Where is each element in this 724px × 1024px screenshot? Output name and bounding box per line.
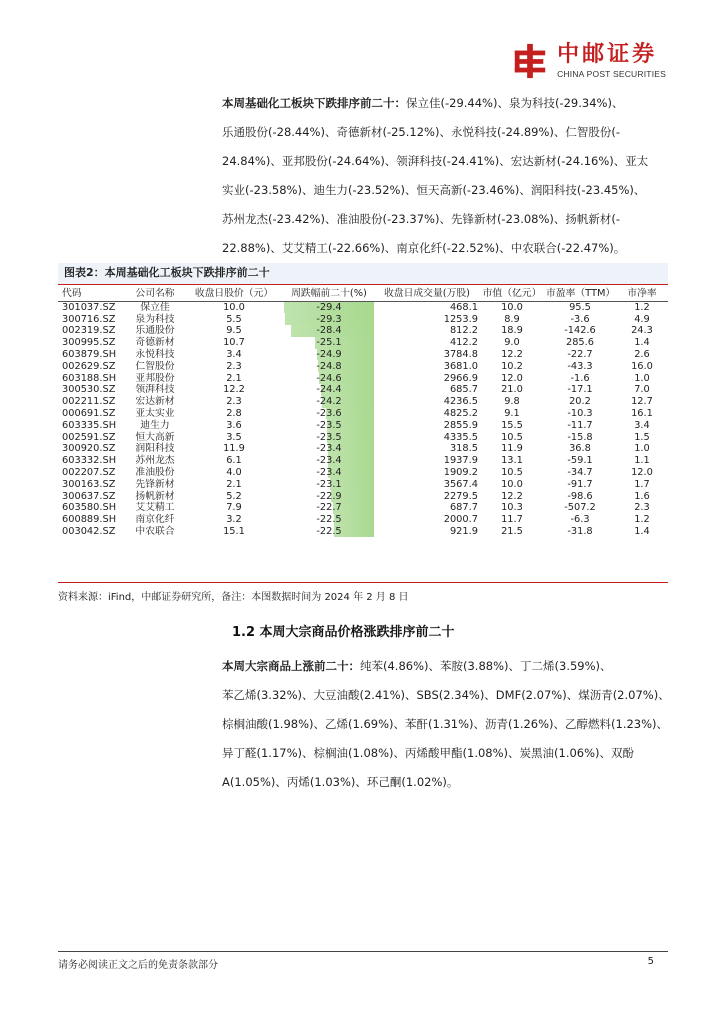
cell-vol: 3784.8 — [443, 349, 478, 361]
cell-vol: 687.7 — [449, 502, 478, 514]
change-value: -29.4 — [316, 302, 342, 314]
cell-price: 12.2 — [223, 384, 245, 396]
cell-chg — [284, 443, 374, 455]
table-row — [58, 384, 668, 396]
cell-vol: 812.2 — [449, 325, 478, 337]
cell-cap: 10.3 — [501, 502, 523, 514]
logo — [511, 42, 666, 80]
cell-name: 润阳科技 — [135, 443, 175, 455]
cell-code: 003042.SZ — [62, 526, 116, 538]
paragraph-text: 纯苯(4.86%)、苯胺(3.88%)、丁二烯(3.59%)、 — [360, 659, 612, 673]
cell-code: 300530.SZ — [62, 384, 116, 396]
cell-vol: 1909.2 — [443, 467, 478, 479]
cell-pe: -98.6 — [567, 490, 593, 502]
cell-pe: 36.8 — [569, 443, 591, 455]
table-row — [58, 408, 668, 420]
cell-price: 3.6 — [226, 419, 242, 431]
cell-price: 2.1 — [226, 372, 242, 384]
paragraph-line — [222, 234, 672, 263]
paragraph-line — [222, 205, 672, 234]
cell-pe: 20.2 — [569, 396, 591, 408]
cell-name: 泉为科技 — [135, 313, 175, 325]
paragraph-text: 乐通股份(-28.44%)、奇德新材(-25.12%)、永悦科技(-24.89%)、仁智股份(- — [222, 125, 621, 139]
logo-cn-text: 中邮证券 — [557, 42, 658, 67]
cell-pb: 1.2 — [634, 514, 650, 526]
cell-chg — [284, 396, 374, 408]
cell-chg — [284, 313, 374, 325]
column-header: 公司名称 — [126, 287, 184, 302]
change-value: -22.9 — [316, 490, 342, 502]
cell-cap: 12.2 — [501, 490, 523, 502]
cell-cap: 18.9 — [501, 325, 523, 337]
table-row — [58, 443, 668, 455]
page-number: 5 — [647, 956, 654, 967]
change-value: -23.1 — [316, 478, 342, 490]
change-value: -23.4 — [316, 467, 342, 479]
cell-code: 603188.SH — [62, 372, 117, 384]
cell-vol: 3681.0 — [443, 360, 478, 372]
decline-ranking-paragraph — [222, 89, 672, 263]
table-row — [58, 526, 668, 538]
footer-disclaimer: 请务必阅读正文之后的免责条款部分 — [58, 960, 218, 971]
table-row — [58, 396, 668, 408]
paragraph-line — [222, 147, 672, 176]
cell-code: 000691.SZ — [62, 408, 116, 420]
change-value: -24.2 — [316, 396, 342, 408]
table-row — [58, 349, 668, 361]
cell-pb: 1.7 — [634, 478, 650, 490]
cell-cap: 11.7 — [501, 514, 523, 526]
cell-pb: 12.0 — [631, 467, 653, 479]
cell-vol: 4335.5 — [443, 431, 478, 443]
cell-name: 南京化纤 — [135, 514, 175, 526]
cell-chg — [284, 455, 374, 467]
column-header: 市盈率（TTM） — [544, 287, 616, 302]
cell-chg — [284, 490, 374, 502]
cell-code: 002629.SZ — [62, 360, 116, 372]
figure-source: 资料来源：iFind，中邮证券研究所，备注：本图数据时间为 2024 年 2 月 8 日 — [58, 592, 409, 603]
section-heading: 1.2 本周大宗商品价格涨跌排序前二十 — [232, 625, 455, 640]
paragraph-text: 苏州龙杰(-23.42%)、准油股份(-23.37%)、先锋新材(-23.08%)、扬帆新材(- — [222, 212, 621, 226]
change-value: -23.4 — [316, 443, 342, 455]
cell-pb: 16.0 — [631, 360, 653, 372]
cell-cap: 9.8 — [504, 396, 520, 408]
cell-code: 603332.SH — [62, 455, 117, 467]
cell-pb: 12.7 — [631, 396, 653, 408]
cell-vol: 1253.9 — [443, 313, 478, 325]
cell-pe: -31.8 — [567, 526, 593, 538]
cell-pb: 16.1 — [631, 408, 653, 420]
change-value: -25.1 — [316, 337, 342, 349]
cell-vol: 3567.4 — [443, 478, 478, 490]
change-value: -24.9 — [316, 349, 342, 361]
figure-title: 图表2：本周基础化工板块下跌排序前二十 — [58, 263, 668, 285]
cell-code: 301037.SZ — [62, 302, 116, 314]
cell-name: 亚邦股份 — [135, 372, 175, 384]
cell-price: 2.1 — [226, 478, 242, 490]
cell-pb: 1.4 — [634, 526, 650, 538]
cell-code: 300637.SZ — [62, 490, 116, 502]
cell-price: 2.3 — [226, 360, 242, 372]
cell-code: 600889.SH — [62, 514, 117, 526]
table-row — [58, 419, 668, 431]
cell-vol: 1937.9 — [443, 455, 478, 467]
cell-vol: 4825.2 — [443, 408, 478, 420]
cell-pe: 95.5 — [569, 302, 591, 314]
table-row — [58, 325, 668, 337]
cell-chg — [284, 431, 374, 443]
change-value: -22.5 — [316, 514, 342, 526]
cell-pe: -34.7 — [567, 467, 593, 479]
paragraph-text: 24.84%)、亚邦股份(-24.64%)、领湃科技(-24.41%)、宏达新材(-24.16%)、亚太 — [222, 154, 649, 168]
cell-price: 11.9 — [223, 443, 245, 455]
table-row — [58, 313, 668, 325]
cell-code: 300995.SZ — [62, 337, 116, 349]
cell-name: 艾艾精工 — [135, 502, 175, 514]
cell-chg — [284, 384, 374, 396]
cell-cap: 9.1 — [504, 408, 520, 420]
cell-cap: 15.5 — [501, 419, 523, 431]
cell-code: 603335.SH — [62, 419, 117, 431]
cell-name: 奇德新材 — [135, 337, 175, 349]
cell-pb: 1.5 — [634, 431, 650, 443]
cell-chg — [284, 514, 374, 526]
cell-code: 603580.SH — [62, 502, 117, 514]
cell-price: 2.3 — [226, 396, 242, 408]
cell-cap: 11.9 — [501, 443, 523, 455]
paragraph-text: 22.88%)、艾艾精工(-22.66%)、南京化纤(-22.52%)、中农联合(-22.47%)。 — [222, 241, 626, 255]
cell-cap: 10.5 — [501, 467, 523, 479]
cell-price: 10.0 — [223, 302, 245, 314]
cell-vol: 2855.9 — [443, 419, 478, 431]
cell-chg — [284, 302, 374, 314]
cell-name: 宏达新材 — [135, 396, 175, 408]
cell-price: 3.2 — [226, 514, 242, 526]
cell-cap: 10.5 — [501, 431, 523, 443]
cell-price: 9.5 — [226, 325, 242, 337]
cell-pe: -15.8 — [567, 431, 593, 443]
cell-cap: 12.0 — [501, 372, 523, 384]
paragraph-text: 实业(-23.58%)、迪生力(-23.52%)、恒天高新(-23.46%)、润阳科技(-23.45%)、 — [222, 183, 646, 197]
column-header: 周跌幅前二十(%) — [284, 287, 374, 302]
column-header: 收盘日成交量(万股) — [374, 287, 480, 302]
cell-name: 亚太实业 — [135, 408, 175, 420]
cell-price: 3.4 — [226, 349, 242, 361]
table-row — [58, 372, 668, 384]
paragraph-lead: 本周大宗商品上涨前二十： — [222, 659, 360, 673]
cell-chg — [284, 502, 374, 514]
change-value: -23.5 — [316, 431, 342, 443]
cell-chg — [284, 360, 374, 372]
column-header: 收盘日股价（元） — [184, 287, 284, 302]
cell-vol: 4236.5 — [443, 396, 478, 408]
change-value: -24.6 — [316, 372, 342, 384]
cell-name: 准油股份 — [135, 467, 175, 479]
cell-vol: 2279.5 — [443, 490, 478, 502]
table-row — [58, 467, 668, 479]
cell-pb: 2.3 — [634, 502, 650, 514]
cell-price: 7.9 — [226, 502, 242, 514]
column-header: 市净率 — [616, 287, 668, 302]
paragraph-line — [222, 652, 672, 681]
cell-vol: 318.5 — [449, 443, 478, 455]
decline-ranking-table — [58, 287, 668, 537]
cell-pb: 1.1 — [634, 455, 650, 467]
cell-pb: 1.2 — [634, 302, 650, 314]
change-value: -28.4 — [316, 325, 342, 337]
table-row — [58, 514, 668, 526]
cell-price: 4.0 — [226, 467, 242, 479]
cell-pe: -6.3 — [570, 514, 590, 526]
cell-chg — [284, 408, 374, 420]
cell-cap: 21.5 — [501, 526, 523, 538]
cell-pe: -59.1 — [567, 455, 593, 467]
cell-pb: 1.0 — [634, 372, 650, 384]
table-row — [58, 490, 668, 502]
cell-pb: 3.4 — [634, 419, 650, 431]
paragraph-text: 异丁醛(1.17%)、棕榈油(1.08%)、丙烯酸甲酯(1.08%)、炭黑油(1.06%)、双酚 — [222, 746, 635, 760]
cell-price: 5.2 — [226, 490, 242, 502]
table-row — [58, 360, 668, 372]
commodity-rise-paragraph — [222, 652, 672, 797]
cell-chg — [284, 349, 374, 361]
cell-pe: -3.6 — [570, 313, 590, 325]
cell-cap: 10.0 — [501, 302, 523, 314]
table-row — [58, 455, 668, 467]
cell-code: 300163.SZ — [62, 478, 116, 490]
paragraph-line — [222, 681, 672, 710]
paragraph-text: 苯乙烯(3.32%)、大豆油酸(2.41%)、SBS(2.34%)、DMF(2.07%)、煤沥青(2.07%)、 — [222, 688, 670, 702]
cell-cap: 8.9 — [504, 313, 520, 325]
cell-pe: -142.6 — [564, 325, 596, 337]
cell-cap: 10.2 — [501, 360, 523, 372]
cell-pe: -17.1 — [567, 384, 593, 396]
figure-top-rule — [58, 284, 668, 285]
cell-cap: 12.2 — [501, 349, 523, 361]
cell-name: 中农联合 — [135, 526, 175, 538]
table-row — [58, 478, 668, 490]
cell-pe: 285.6 — [565, 337, 595, 349]
cell-vol: 468.1 — [449, 302, 478, 314]
cell-chg — [284, 526, 374, 538]
paragraph-line — [222, 118, 672, 147]
cell-pe: -1.6 — [570, 372, 590, 384]
cell-cap: 21.0 — [501, 384, 523, 396]
change-value: -23.6 — [316, 408, 342, 420]
cell-pe: -22.7 — [567, 349, 593, 361]
cell-name: 永悦科技 — [135, 349, 175, 361]
cell-price: 3.5 — [226, 431, 242, 443]
cell-name: 领湃科技 — [135, 384, 175, 396]
paragraph-line — [222, 176, 672, 205]
figure-bottom-rule — [58, 582, 668, 583]
cell-chg — [284, 478, 374, 490]
paragraph-text: 棕榈油酸(1.98%)、乙烯(1.69%)、苯酐(1.31%)、沥青(1.26%)、乙醇燃料(1.23%)、 — [222, 717, 669, 731]
cell-code: 002319.SZ — [62, 325, 116, 337]
table-row — [58, 337, 668, 349]
cell-code: 002211.SZ — [62, 396, 116, 408]
change-value: -24.4 — [316, 384, 342, 396]
cell-price: 5.5 — [226, 313, 242, 325]
cell-pb: 24.3 — [631, 325, 653, 337]
cell-pb: 4.9 — [634, 313, 650, 325]
cell-code: 300716.SZ — [62, 313, 116, 325]
cell-pe: -10.3 — [567, 408, 593, 420]
cell-code: 002207.SZ — [62, 467, 116, 479]
change-value: -22.5 — [316, 526, 342, 538]
change-value: -29.3 — [316, 313, 342, 325]
cell-name: 保立佳 — [140, 302, 170, 314]
change-value: -22.7 — [316, 502, 342, 514]
cell-pe: -507.2 — [564, 502, 596, 514]
column-header: 代码 — [58, 287, 126, 302]
cell-cap: 13.1 — [501, 455, 523, 467]
cell-chg — [284, 419, 374, 431]
cell-name: 恒大高新 — [135, 431, 175, 443]
paragraph-text: 保立佳(-29.44%)、泉为科技(-29.34%)、 — [406, 96, 624, 110]
change-value: -23.4 — [316, 455, 342, 467]
cell-vol: 412.2 — [449, 337, 478, 349]
paragraph-line — [222, 89, 672, 118]
table-header-row — [58, 287, 668, 302]
cell-pb: 2.6 — [634, 349, 650, 361]
cell-price: 15.1 — [223, 526, 245, 538]
cell-name: 迪生力 — [140, 419, 170, 431]
table-row — [58, 502, 668, 514]
cell-cap: 9.0 — [504, 337, 520, 349]
change-value: -23.5 — [316, 419, 342, 431]
cell-code: 300920.SZ — [62, 443, 116, 455]
paragraph-lead: 本周基础化工板块下跌排序前二十： — [222, 96, 406, 110]
logo-en-text: CHINA POST SECURITIES — [557, 69, 666, 79]
cell-pe: -11.7 — [567, 419, 593, 431]
cell-chg — [284, 467, 374, 479]
cell-vol: 685.7 — [449, 384, 478, 396]
cell-pb: 1.6 — [634, 490, 650, 502]
change-value: -24.8 — [316, 360, 342, 372]
cell-name: 先锋新材 — [135, 478, 175, 490]
footer-rule — [58, 951, 668, 952]
cell-vol: 921.9 — [449, 526, 478, 538]
cell-cap: 10.0 — [501, 478, 523, 490]
cell-price: 2.8 — [226, 408, 242, 420]
cell-chg — [284, 337, 374, 349]
cell-pb: 1.4 — [634, 337, 650, 349]
cell-code: 603879.SH — [62, 349, 117, 361]
table-body — [58, 302, 668, 538]
cell-pb: 7.0 — [634, 384, 650, 396]
paragraph-text: A(1.05%)、丙烯(1.03%)、环己酮(1.02%)。 — [222, 775, 459, 789]
paragraph-line — [222, 768, 672, 797]
cell-code: 002591.SZ — [62, 431, 116, 443]
china-post-logo-icon — [511, 42, 549, 80]
paragraph-line — [222, 739, 672, 768]
paragraph-line — [222, 710, 672, 739]
column-header: 市值（亿元） — [480, 287, 544, 302]
table-row — [58, 431, 668, 443]
cell-chg — [284, 325, 374, 337]
cell-pb: 1.0 — [634, 443, 650, 455]
cell-name: 扬帆新材 — [135, 490, 175, 502]
cell-price: 6.1 — [226, 455, 242, 467]
cell-price: 10.7 — [223, 337, 245, 349]
cell-vol: 2966.9 — [443, 372, 478, 384]
cell-vol: 2000.7 — [443, 514, 478, 526]
cell-name: 仁智股份 — [135, 360, 175, 372]
table-row — [58, 302, 668, 314]
cell-name: 苏州龙杰 — [135, 455, 175, 467]
cell-pe: -43.3 — [567, 360, 593, 372]
cell-pe: -91.7 — [567, 478, 593, 490]
cell-name: 乐通股份 — [135, 325, 175, 337]
cell-chg — [284, 372, 374, 384]
